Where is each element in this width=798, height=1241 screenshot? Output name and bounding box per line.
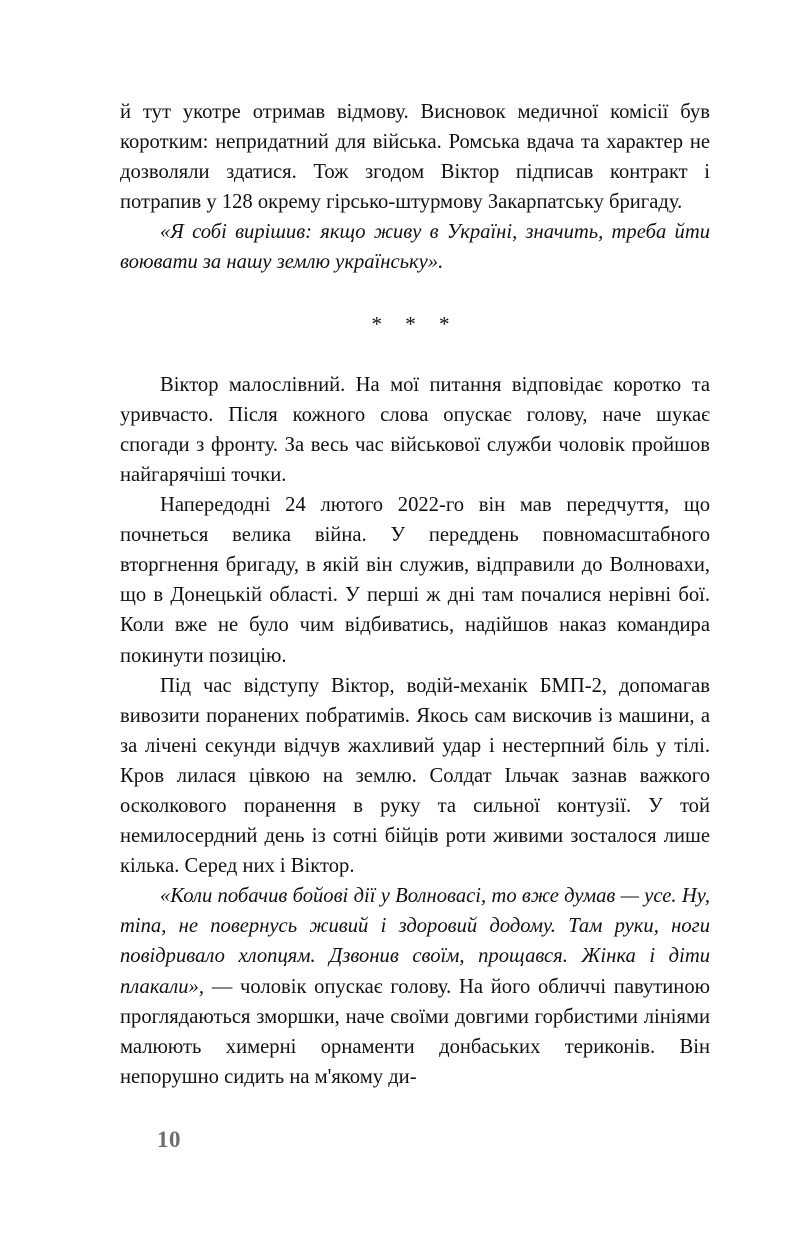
page-number: 10 <box>157 1127 181 1152</box>
pull-quote-first: «Я собі вирішив: якщо живу в Україні, значить, треба йти воювати за нашу землю українську». <box>120 221 710 274</box>
pull-quote-second: «Коли побачив бойові дії у Волновасі, то вже думав — усе. Ну, тіпа, не повернусь живий і здоровий додому. Там руки, ноги повідривало хлопцям. Дзвонив своїм, прощався. Жінка і діти плакали», <box>120 885 710 998</box>
paragraph-final-narration: — чоловік опускає голову. На його обличчі павутиною проглядаються зморшки, наче своїми довгими горбистими лініями малюють химерні орнаменти донбаських териконів. Він непорушно сидить на м'якому ди- <box>120 975 710 1088</box>
page-text-block <box>120 97 710 1092</box>
paragraph-final-mixed <box>120 881 710 1092</box>
paragraph-retreat-injury: Під час відступу Віктор, водій-механік БМП-2, допомагав вивозити поранених побратимів. Якось сам вискочив із машини, а за лічені секунди відчув жахливий удар і нестерпний біль у тілі. Кров лилася цівкою на землю. Солдат Ільчак зазнав важкого осколкового поранення в руку та сильної контузії. У той немилосердний день із сотні бійців роти живими зосталося лише кілька. Серед них і Віктор. <box>120 674 710 878</box>
paragraph-continued: й тут укотре отримав відмову. Висновок медичної комісії був коротким: непридатний для війська. Ромська вдача та характер не дозволяли здатися. Тож згодом Віктор підписав контракт і потрапив у 128 окрему гірсько-штурмову Закарпатську бригаду. <box>120 101 710 214</box>
paragraph-war-premonition: Напередодні 24 лютого 2022-го він мав передчуття, що почнеться велика війна. У переддень повномасштабного вторгнення бригаду, в якій він служив, відправили до Волновахи, що в Донецькій області. У перші ж дні там почалися нерівні бої. Коли вже не було чим відбиватись, надійшов наказ командира покинути позицію. <box>120 494 710 667</box>
paragraph-viktor-description: Віктор малослівний. На мої питання відповідає коротко та уривчасто. Після кожного слова опускає голову, наче шукає спогади з фронту. За весь час військової служби чоловік пройшов найгарячіші точки. <box>120 373 710 486</box>
section-divider: * * * <box>371 311 459 336</box>
